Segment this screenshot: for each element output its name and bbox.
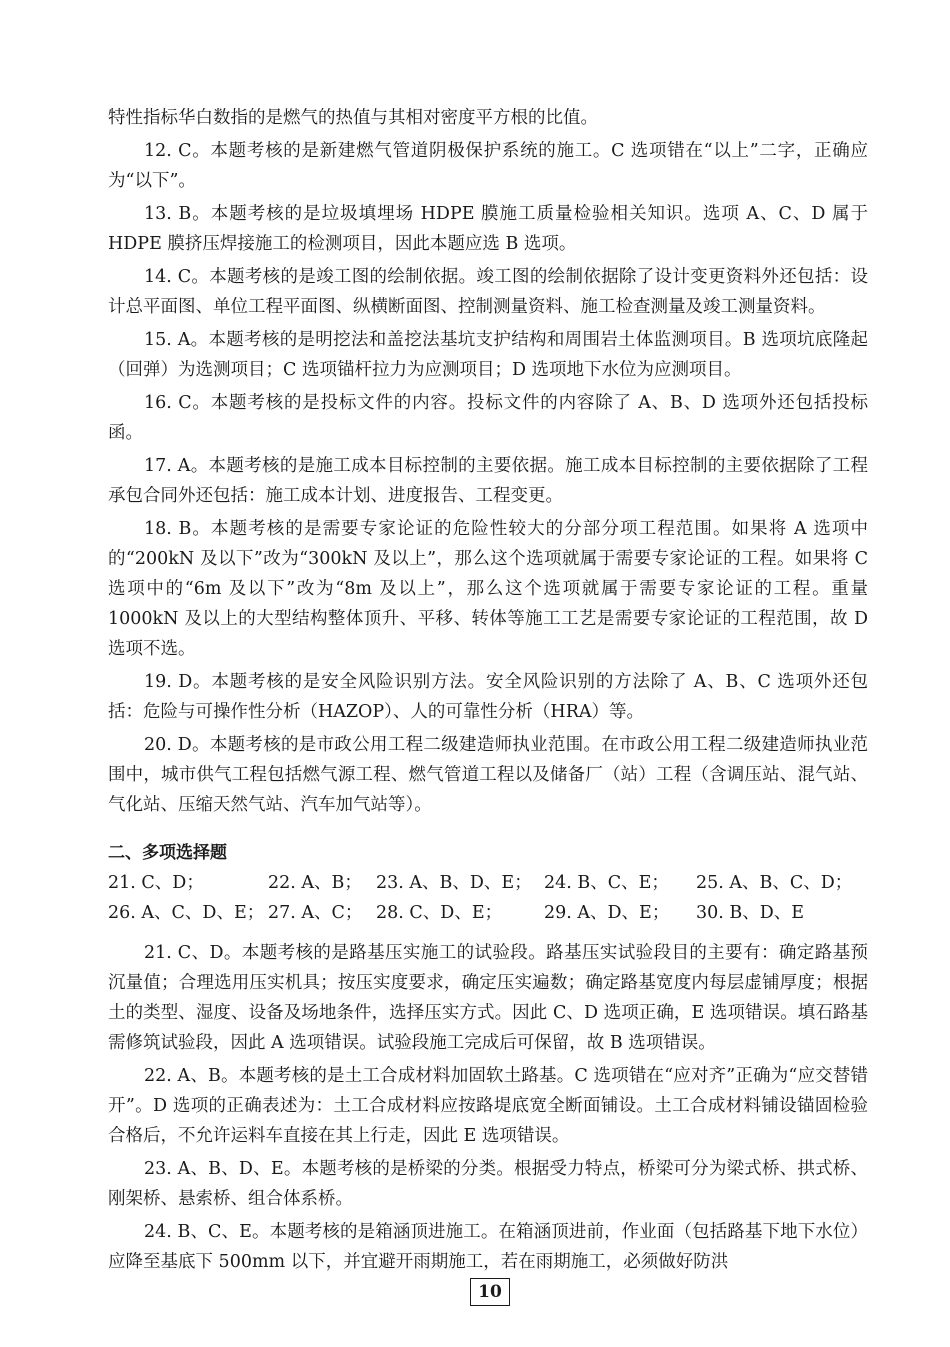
document-body [108, 103, 868, 1280]
answer-key-item: 22. A、B； [268, 873, 362, 893]
answer-paragraph-21: 21. C、D。本题考核的是路基压实施工的试验段。路基压实试验段目的主要有：确定路基预沉量值；合理选用压实机具；按压实度要求，确定压实遍数；确定路基宽度内每层虚铺厚度；根据土的类型、湿度、设备及场地条件，选择压实方式。因此 C、D 选项正确，E 选项错误。填石路基需修筑试验段，因此 A 选项错误。试验段施工完成后可保留，故 B 选项错误。 [108, 943, 868, 1053]
answer-key-item: 27. A、C； [268, 903, 363, 923]
answer-key-item: 28. C、D、E； [376, 903, 503, 923]
answer-paragraph-19: 19. D。本题考核的是安全风险识别方法。安全风险识别的方法除了 A、B、C 选项外还包括：危险与可操作性分析（HAZOP）、人的可靠性分析（HRA）等。 [108, 672, 868, 722]
answer-key-row [108, 868, 868, 898]
page-number: 10 [470, 1278, 510, 1306]
answer-key-item: 30. B、D、E [696, 903, 805, 923]
answer-key-item: 25. A、B、C、D； [696, 873, 853, 893]
answer-key-item: 29. A、D、E； [544, 903, 670, 923]
answer-paragraph-20: 20. D。本题考核的是市政公用工程二级建造师执业范围。在市政公用工程二级建造师执业范围中，城市供气工程包括燃气源工程、燃气管道工程以及储备厂（站）工程（含调压站、混气站、气化站、压缩天然气站、汽车加气站等）。 [108, 735, 868, 815]
answer-paragraph-22: 22. A、B。本题考核的是土工合成材料加固软土路基。C 选项错在“应对齐”正确为“应交替错开”。D 选项的正确表述为：土工合成材料应按路堤底宽全断面铺设。土工合成材料铺设锚固检验合格后，不允许运料车直接在其上行走，因此 E 选项错误。 [108, 1066, 868, 1146]
answer-paragraph-24: 24. B、C、E。本题考核的是箱涵顶进施工。在箱涵顶进前，作业面（包括路基下地下水位）应降至基底下 500mm 以下，并宜避开雨期施工，若在雨期施工，必须做好防洪 [108, 1222, 868, 1272]
section-heading: 二、多项选择题 [108, 843, 227, 863]
answer-key-item: 26. A、C、D、E； [108, 903, 265, 923]
answer-paragraph-16: 16. C。本题考核的是投标文件的内容。投标文件的内容除了 A、B、D 选项外还包括投标函。 [108, 393, 868, 443]
answer-key-row [108, 898, 868, 928]
paragraph-continuation: 特性指标华白数指的是燃气的热值与其相对密度平方根的比值。 [108, 108, 598, 128]
answer-key-item: 21. C、D； [108, 873, 204, 893]
answer-paragraph-12: 12. C。本题考核的是新建燃气管道阴极保护系统的施工。C 选项错在“以上”二字，正确应为“以下”。 [108, 141, 868, 191]
answer-paragraph-17: 17. A。本题考核的是施工成本目标控制的主要依据。施工成本目标控制的主要依据除了工程承包合同外还包括：施工成本计划、进度报告、工程变更。 [108, 456, 868, 506]
answer-paragraph-18: 18. B。本题考核的是需要专家论证的危险性较大的分部分项工程范围。如果将 A 选项中的“200kN 及以下”改为“300kN 及以上”，那么这个选项就属于需要专家论证的工程。如果将 C 选项中的“6m 及以下”改为“8m 及以上”，那么这个选项就属于需要专家论证的工程。重量 1000kN 及以上的大型结构整体顶升、平移、转体等施工工艺是需要专家论证的工程范围，故 D 选项不选。 [108, 519, 868, 659]
answer-key-item: 24. B、C、E； [544, 873, 669, 893]
answer-paragraph-15: 15. A。本题考核的是明挖法和盖挖法基坑支护结构和周围岩土体监测项目。B 选项坑底隆起（回弹）为选测项目；C 选项锚杆拉力为应测项目；D 选项地下水位为应测项目。 [108, 330, 868, 380]
answer-paragraph-23: 23. A、B、D、E。本题考核的是桥梁的分类。根据受力特点，桥梁可分为梁式桥、拱式桥、刚架桥、悬索桥、组合体系桥。 [108, 1159, 868, 1209]
answer-paragraph-13: 13. B。本题考核的是垃圾填埋场 HDPE 膜施工质量检验相关知识。选项 A、C、D 属于 HDPE 膜挤压焊接施工的检测项目，因此本题应选 B 选项。 [108, 204, 868, 254]
answer-paragraph-14: 14. C。本题考核的是竣工图的绘制依据。竣工图的绘制依据除了设计变更资料外还包括：设计总平面图、单位工程平面图、纵横断面图、控制测量资料、施工检查测量及竣工测量资料。 [108, 267, 868, 317]
answer-key-item: 23. A、B、D、E； [376, 873, 532, 893]
